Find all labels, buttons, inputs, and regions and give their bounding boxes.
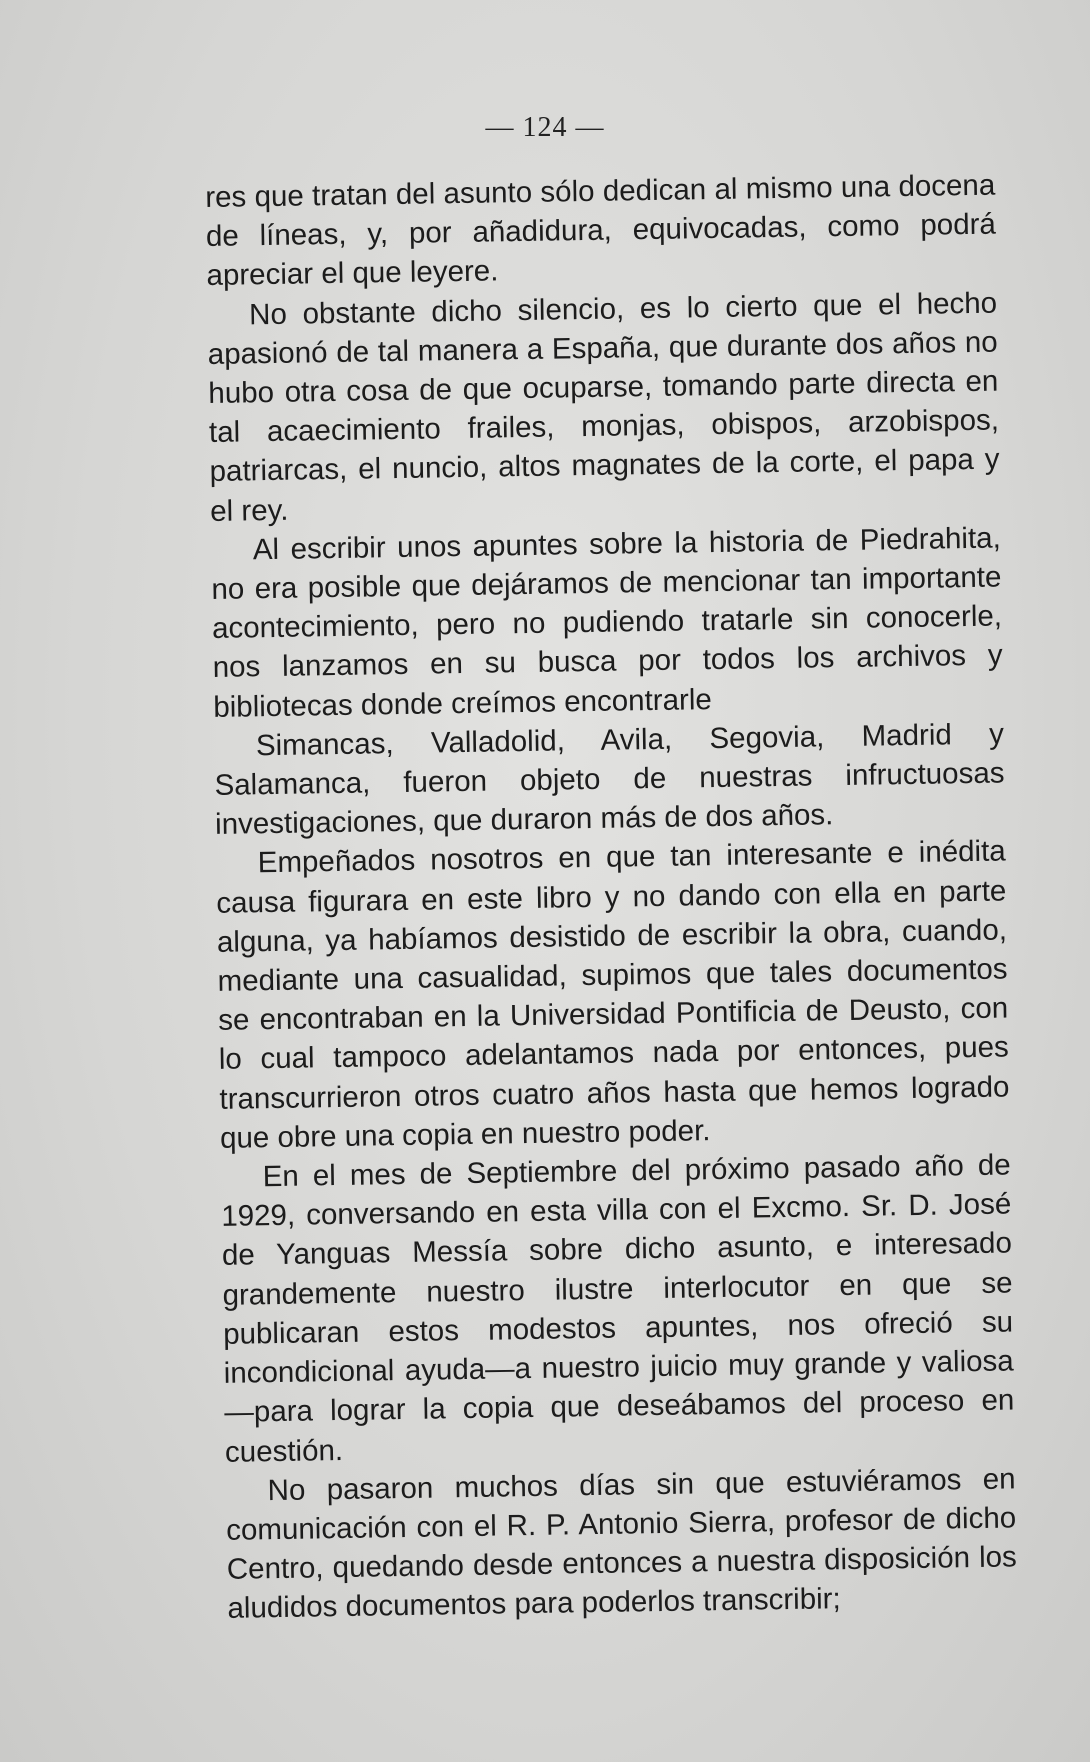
body-text — [205, 166, 1018, 1629]
paragraph-7: No pasaron muchos días sin que estuviéramos en comunicación con el R. P. Antonio Sierra, profesor de dicho Centro, quedando desde entonces a nuestra disposición los aludidos documentos para poderlos transcribir; — [225, 1462, 1018, 1626]
paragraph-4: Simancas, Valladolid, Avila, Segovia, Madrid y Salamanca, fueron objeto de nuestras infructuosas investigaciones, que duraron más de dos años. — [214, 717, 1005, 842]
paragraph-2: No obstante dicho silencio, es lo cierto que el hecho apasionó de tal manera a España, que durante dos años no hubo otra cosa de que ocuparse, tomando parte directa en tal acaecimiento frailes, monjas, obispos, arzobispos, patriarcas, el nuncio, altos magnates de la corte, el papa y el rey. — [207, 286, 1000, 528]
paragraph-1: res que tratan del asunto sólo dedican al mismo una docena de líneas, y, por añadidura, equivocadas, como podrá apreciar el que leyere. — [205, 168, 997, 293]
page-number: — 124 — — [485, 112, 605, 143]
paragraph-5: Empeñados nosotros en que tan interesante e inédita causa figurara en este libro y no dando con ella en parte alguna, ya habíamos desistido de escribir la obra, cuando, mediante una casualidad, supimos que tales documentos se encontraban en la Universidad Pontificia de Deusto, con lo cual tampoco adelantamos nada por entonces, pues transcurrieron otros cuatro años hasta que hemos logrado que obre una copia en nuestro poder. — [216, 834, 1010, 1155]
paragraph-6: En el mes de Septiembre del próximo pasado año de 1929, conversando en esta villa con el Excmo. Sr. D. José de Yanguas Messía sobre dicho asunto, e interesado grandemente nuestro ilustre interlocutor en que se publicaran estos modestos apuntes, nos ofreció su incondicional ayuda—a nuestro juicio muy grande y valiosa—para lograr la copia que deseábamos del proceso en cuestión. — [221, 1148, 1015, 1469]
paragraph-3: Al escribir unos apuntes sobre la historia de Piedrahita, no era posible que dejáramos de mencionar tan importante acontecimiento, pero no pudiendo tratarle sin conocerle, nos lanzamos en su busca por todos los archivos y bibliotecas donde creímos encontrarle — [211, 521, 1003, 724]
